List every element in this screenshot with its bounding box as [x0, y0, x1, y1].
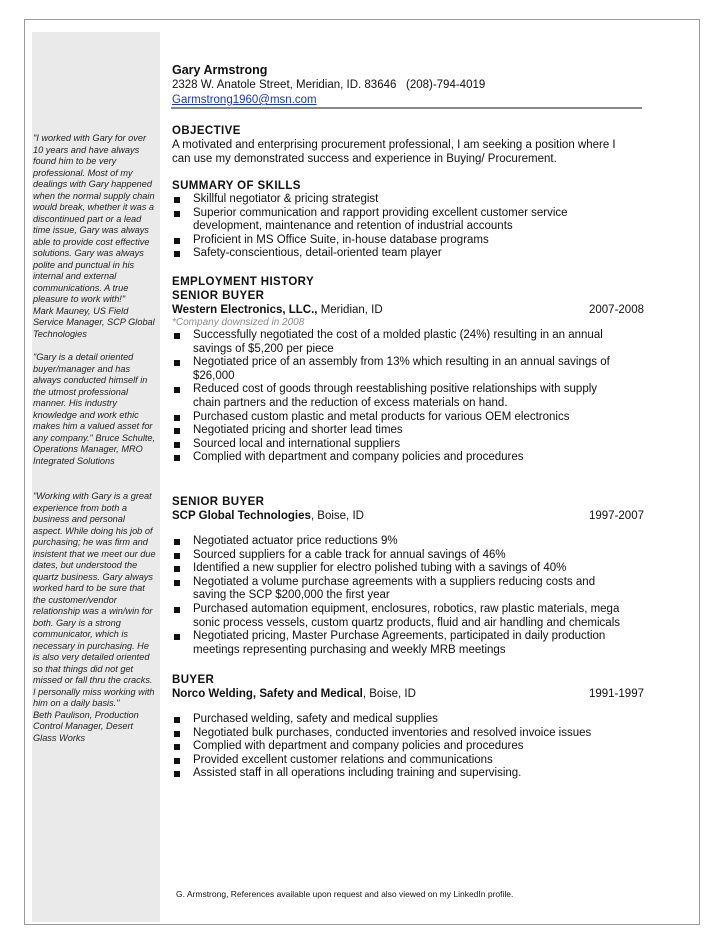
text-line: communications. A true	[33, 282, 129, 293]
text-line: 10 years and have always	[33, 144, 140, 155]
list-item-text: Identified a new supplier for electro polished tubing with a savings of 40%	[193, 562, 567, 575]
job-title: SENIOR BUYER	[172, 496, 265, 508]
list-item	[172, 383, 644, 410]
employment-section	[172, 275, 644, 465]
list-item-text: Negotiated price of an assembly from 13% which resulting in an annual savings of	[193, 356, 610, 369]
square-bullet-icon	[174, 566, 180, 572]
text-line: any company." Bruce Schulte,	[33, 432, 156, 443]
text-line: Beth Paulison, Production	[33, 709, 139, 720]
text-line: always conducted himself in	[33, 375, 148, 385]
square-bullet-icon	[174, 758, 180, 764]
list-item	[172, 603, 644, 630]
list-item-text: Superior communication and rapport providing excellent customer service	[193, 206, 568, 219]
square-bullet-icon	[174, 607, 180, 613]
list-item	[172, 329, 644, 356]
job-title: SENIOR BUYER	[172, 290, 265, 302]
square-bullet-icon	[174, 415, 180, 421]
header-divider	[171, 107, 642, 109]
list-item-text: Purchased custom plastic and metal products for various OEM electronics	[193, 410, 570, 423]
text-line: pleasure to work with!"	[33, 294, 126, 304]
text-line: manner. His industry	[33, 398, 117, 408]
square-bullet-icon	[174, 333, 180, 339]
square-bullet-icon	[174, 197, 180, 203]
list-item-text: Safety-conscientious, detail-oriented team player	[193, 247, 442, 260]
testimonial-bruce-schulte	[33, 352, 161, 467]
text-line: him on a daily basis."	[33, 698, 120, 708]
list-item-text: Successfully negotiated the cost of a molded plastic (24%) resulting in an annual	[193, 329, 603, 341]
candidate-name: Gary Armstrong	[172, 63, 268, 77]
text-line: able to provide cost effective	[33, 236, 150, 247]
resume-header	[172, 62, 642, 108]
text-line: so that things did not get	[33, 663, 134, 674]
text-line: "Gary is a detail oriented	[33, 352, 134, 362]
text-line: necessary in purchasing. He	[33, 640, 149, 651]
text-line: makes him a valued asset for	[33, 421, 153, 431]
list-item	[172, 767, 644, 781]
text-line: polite and punctual in his	[33, 259, 135, 270]
square-bullet-icon	[174, 580, 180, 586]
square-bullet-icon	[174, 731, 180, 737]
text-line: the utmost professional	[33, 386, 128, 397]
job-duties-list	[172, 535, 644, 657]
list-item	[172, 576, 644, 603]
list-item-text: Complied with department and company policies and procedures	[193, 451, 524, 464]
square-bullet-icon	[174, 211, 180, 217]
text-line: professional. Most of my	[33, 167, 133, 178]
text-line: would break, whether it was a	[33, 202, 155, 212]
job-dates: 1997-2007	[589, 510, 644, 522]
square-bullet-icon	[174, 251, 180, 257]
job-company-row	[172, 509, 644, 523]
text-line: is also very detailed oriented	[33, 652, 150, 662]
list-item-text: chain partners and the reduction of excess materials on hand.	[193, 396, 508, 409]
list-item-text: Provided excellent customer relations and communications	[193, 753, 493, 766]
text-line: internal and external	[33, 271, 117, 281]
list-item-text: Assisted staff in all operations including training and supervising.	[193, 767, 522, 780]
list-item	[172, 549, 644, 563]
list-item	[172, 438, 644, 452]
list-item-text: Negotiated bulk purchases, conducted inventories and resolved invoice issues	[193, 726, 592, 739]
list-item-text: meetings representing purchasing and weekly MRB meetings	[193, 643, 506, 656]
square-bullet-icon	[174, 442, 180, 448]
list-item	[172, 740, 644, 754]
list-item-text: Purchased automation equipment, enclosures, robotics, raw plastic materials, mega	[193, 602, 620, 615]
text-line: Service Manager, SCP Global	[33, 317, 155, 327]
list-item	[172, 713, 644, 727]
list-item	[172, 411, 644, 425]
company-location: , Boise, ID	[362, 688, 416, 700]
list-item	[172, 207, 644, 234]
job-norco-welding	[172, 673, 644, 781]
text-line: experience from both a	[33, 502, 127, 513]
square-bullet-icon	[174, 553, 180, 559]
objective-text	[172, 138, 644, 166]
text-line: I personally miss working with	[33, 686, 155, 697]
square-bullet-icon	[174, 634, 180, 640]
text-line: knowledge and work ethic	[33, 409, 139, 420]
list-item-text: Complied with department and company policies and procedures	[193, 740, 524, 753]
text-line: missed or fall thru the cracks.	[33, 675, 153, 685]
list-item	[172, 234, 644, 248]
square-bullet-icon	[174, 717, 180, 723]
text-line: quartz business. Gary always	[33, 571, 153, 582]
list-item-text: Purchased welding, safety and medical supplies	[193, 713, 438, 725]
email-link[interactable]: Garmstrong1960@msn.com	[172, 94, 317, 106]
list-item-text: sonic process vessels, custom quartz products, fluid and air handling and chemicals	[193, 616, 620, 629]
list-item	[172, 630, 644, 657]
testimonial-mark-mauney	[33, 133, 161, 340]
text-line: dates, but understood the	[33, 560, 138, 570]
skills-heading: SUMMARY OF SKILLS	[172, 180, 301, 192]
text-line: "I worked with Gary for over	[33, 133, 147, 143]
text-line: buyer/manager and has	[33, 363, 131, 374]
company-note: *Company downsized in 2008	[172, 317, 305, 328]
text-line: Control Manager, Desert	[33, 721, 134, 731]
square-bullet-icon	[174, 238, 180, 244]
address: 2328 W. Anatole Street, Meridian, ID. 83646	[172, 79, 397, 91]
objective-heading: OBJECTIVE	[172, 125, 241, 137]
list-item-text: Negotiated pricing, Master Purchase Agreements, participated in daily production	[193, 630, 606, 643]
text-line: Operations Manager, MRO	[33, 444, 143, 454]
company-name: Norco Welding, Safety and Medical	[172, 688, 363, 700]
footer-note: G. Armstrong, References available upon request and also viewed on my LinkedIn profile.	[176, 889, 514, 899]
job-scp-global	[172, 495, 644, 657]
text-line: aspect. While doing his job of	[33, 525, 153, 536]
list-item-text: development, maintenance and retention of industrial accounts	[193, 220, 513, 233]
square-bullet-icon	[174, 428, 180, 434]
job-dates: 1991-1997	[589, 688, 644, 700]
text-line: Glass Works	[33, 732, 86, 743]
testimonial-beth-paulison	[33, 491, 161, 744]
square-bullet-icon	[174, 387, 180, 393]
job-dates: 2007-2008	[589, 304, 644, 316]
list-item	[172, 451, 644, 465]
list-item	[172, 727, 644, 741]
company-location: , Boise, ID	[310, 510, 364, 522]
list-item-text: Sourced suppliers for a cable track for annual savings of 46%	[193, 548, 506, 561]
text-line: when the normal supply chain	[33, 190, 155, 201]
text-line: relationship was a win/win for	[33, 606, 153, 616]
list-item	[172, 356, 644, 383]
contact-line	[172, 78, 642, 93]
employment-heading: EMPLOYMENT HISTORY	[172, 276, 315, 288]
text-line: Integrated Solutions	[33, 455, 115, 466]
list-item-text: Proficient in MS Office Suite, in-house database programs	[193, 233, 489, 246]
job-duties-list	[172, 329, 644, 465]
square-bullet-icon	[174, 455, 180, 461]
list-item	[172, 247, 644, 261]
job-duties-list	[172, 713, 644, 781]
list-item-text: Negotiated actuator price reductions 9%	[193, 535, 398, 547]
list-item	[172, 535, 644, 549]
list-item	[172, 424, 644, 438]
job-company-row	[172, 687, 644, 701]
text-line: the customer/vendor	[33, 594, 117, 605]
job-company-row	[172, 303, 644, 317]
objective-section	[172, 124, 644, 166]
text-line: discontinued part or a lead	[33, 213, 142, 224]
list-item	[172, 754, 644, 768]
list-item-text: $26,000	[193, 369, 235, 382]
skills-list	[172, 193, 644, 261]
skills-section	[172, 179, 644, 261]
text-line: Mark Mauney, US Field	[33, 305, 129, 316]
text-line: found him to be very	[33, 156, 117, 166]
square-bullet-icon	[174, 771, 180, 777]
list-item-text: Negotiated a volume purchase agreements with a suppliers reducing costs and	[193, 575, 596, 588]
square-bullet-icon	[174, 360, 180, 366]
text-line: solutions. Gary was always	[33, 248, 144, 258]
company-name: SCP Global Technologies	[172, 510, 311, 522]
list-item	[172, 193, 644, 207]
phone: (208)-794-4019	[405, 79, 486, 91]
text-line: time issue, Gary was always	[33, 225, 149, 235]
list-item-text: Reduced cost of goods through reestablishing positive relationships with supply	[193, 383, 598, 396]
text-line: can use my demonstrated success and experience in Buying/ Procurement.	[172, 153, 557, 165]
square-bullet-icon	[174, 539, 180, 545]
text-line: purchasing; he was firm and	[33, 537, 148, 547]
text-line: A motivated and enterprising procurement professional, I am seeking a position where I	[172, 139, 616, 151]
text-line: Technologies	[33, 328, 87, 339]
company-location: Meridian, ID	[317, 304, 383, 316]
list-item-text: savings of $5,200 per piece	[193, 342, 334, 355]
list-item-text: Sourced local and international suppliers	[193, 437, 401, 450]
text-line: insistent that we meet our due	[33, 548, 156, 559]
text-line: worked hard to be sure that	[33, 583, 145, 593]
text-line: "Working with Gary is a great	[33, 491, 152, 501]
text-line: both. Gary is a strong	[33, 617, 121, 628]
list-item-text: Negotiated pricing and shorter lead times	[193, 424, 403, 437]
text-line: communicator, which is	[33, 629, 128, 639]
list-item-text: saving the SCP $200,000 the first year	[193, 589, 390, 602]
square-bullet-icon	[174, 744, 180, 750]
text-line: business and personal	[33, 514, 125, 524]
list-item	[172, 562, 644, 576]
list-item-text: Skillful negotiator & pricing strategist	[193, 193, 379, 205]
job-title: BUYER	[172, 674, 215, 686]
text-line: dealings with Gary happened	[33, 179, 153, 189]
company-name: Western Electronics, LLC.,	[172, 304, 318, 316]
